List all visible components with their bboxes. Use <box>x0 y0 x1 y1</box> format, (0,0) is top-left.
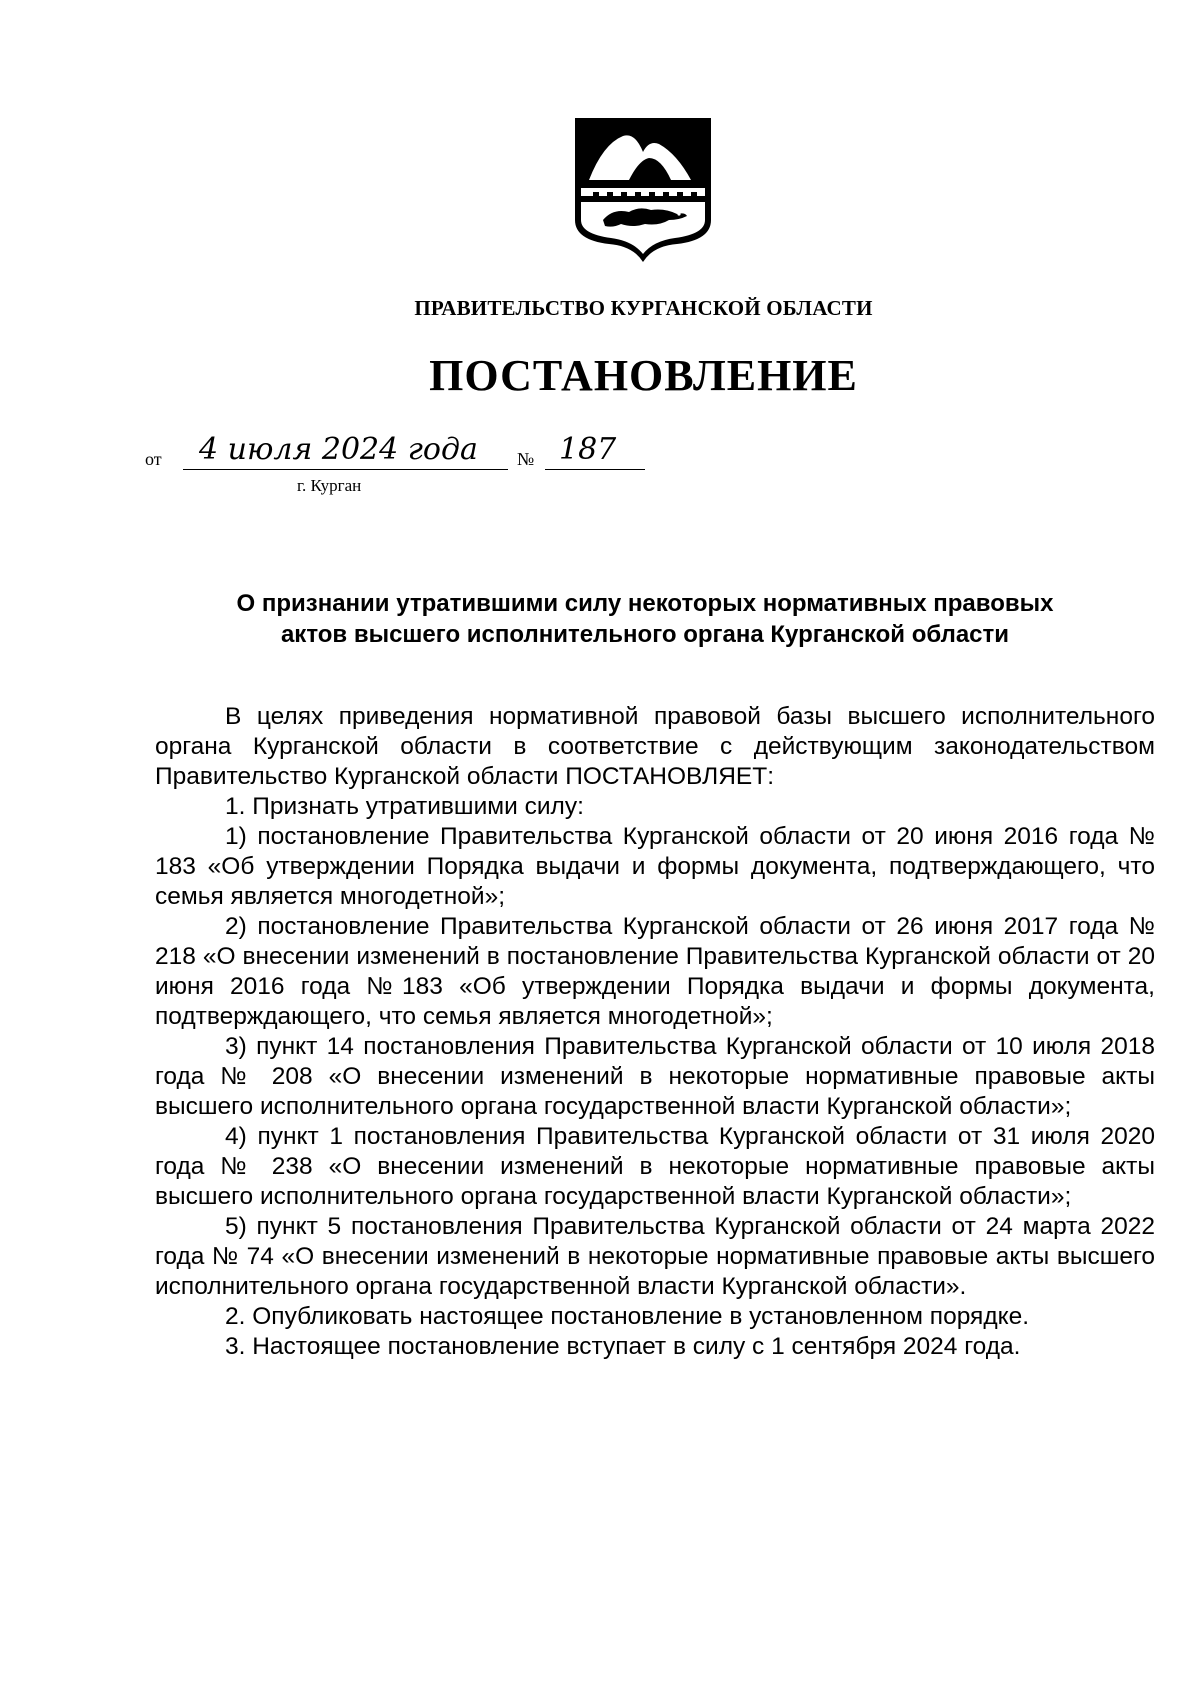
number-sign-label: № <box>517 449 535 469</box>
handwritten-number: 187 <box>545 431 645 470</box>
clause-1-item-4: 4) пункт 1 постановления Правительства Курганской области от 31 июля 2020 года № 238 «О внесении изменений в некоторые нормативные правовые акты высшего исполнительного органа государственной власти Курганской области»; <box>155 1123 1155 1210</box>
clause-1: 1. Признать утратившими силу: <box>225 793 584 820</box>
title-line-2: актов высшего исполнительного органа Курганской области <box>280 621 1010 648</box>
government-name: ПРАВИТЕЛЬСТВО КУРГАНСКОЙ ОБЛАСТИ <box>414 296 873 320</box>
intro-paragraph: В целях приведения нормативной правовой базы высшего исполнительного органа Курганской области в соответствие с действующим законодательством Правительство Курганской области ПОСТАНОВЛЯЕТ: <box>155 703 1155 790</box>
clause-1-item-1: 1) постановление Правительства Курганской области от 20 июня 2016 года № 183 «Об утверждении Порядка выдачи и формы документа, подтверждающего, что семья является многодетной»; <box>155 823 1155 910</box>
clause-1-item-2: 2) постановление Правительства Курганской области от 26 июня 2017 года № 218 «О внесении изменений в постановление Правительства Курганской области от 20 июня 2016 года №183 «Об утверждении Порядка выдачи и формы документа, подтверждающего, что семья является многодетной»; <box>155 913 1155 1030</box>
clause-1-item-3: 3) пункт 14 постановления Правительства Курганской области от 10 июля 2018 года № 208 «О внесении изменений в некоторые нормативные правовые акты высшего исполнительного органа государственной власти Курганской области»; <box>155 1033 1155 1120</box>
city-label: г. Курган <box>297 476 362 495</box>
title-line-1: О признании утратившими силу некоторых нормативных правовых <box>236 590 1054 617</box>
document-type-heading: ПОСТАНОВЛЕНИЕ <box>429 351 858 400</box>
coat-of-arms-icon <box>573 116 713 264</box>
document-title <box>145 588 1145 650</box>
date-prefix-label: от <box>145 449 162 469</box>
document-body <box>155 702 1155 1362</box>
handwritten-date: 4 июля 2024 года <box>183 431 508 470</box>
clause-2: 2. Опубликовать настоящее постановление в установленном порядке. <box>225 1303 1030 1330</box>
clause-3: 3. Настоящее постановление вступает в силу с 1 сентября 2024 года. <box>225 1333 1021 1360</box>
date-number-line <box>145 432 665 505</box>
clause-1-item-5: 5) пункт 5 постановления Правительства Курганской области от 24 марта 2022 года № 74 «О внесении изменений в некоторые нормативные правовые акты высшего исполнительного органа государственной власти Курганской области». <box>155 1213 1155 1300</box>
